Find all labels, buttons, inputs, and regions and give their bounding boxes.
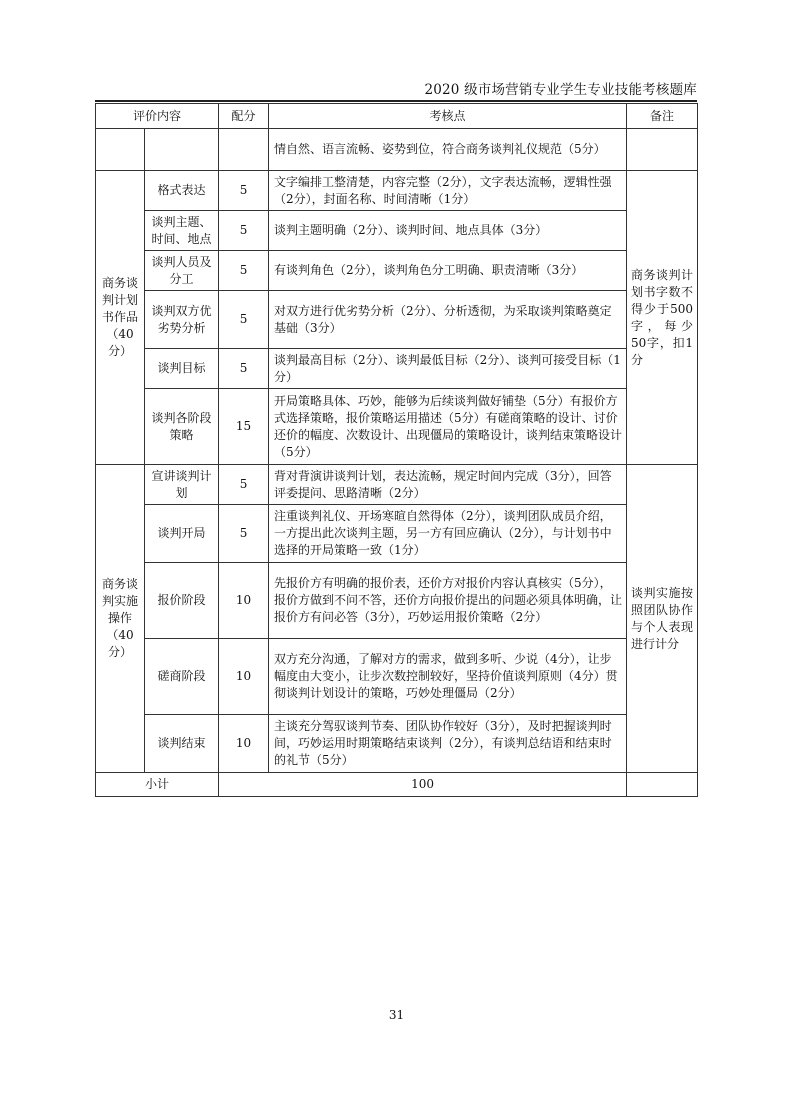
row-score: 5 [219,291,269,349]
row-item: 报价阶段 [145,563,219,639]
header-remarks: 备注 [627,104,698,129]
row-points: 谈判主题明确（2分）、谈判时间、地点具体（3分） [269,211,627,251]
table-row [96,251,698,291]
row-item: 格式表达 [145,171,219,211]
assessment-table [95,103,698,797]
row-points: 文字编排工整清楚，内容完整（2分），文字表达流畅，逻辑性强（2分），封面名称、时间清晰（1分） [269,171,627,211]
header-score: 配分 [219,104,269,129]
row-score: 5 [219,171,269,211]
row-score: 10 [219,639,269,715]
row-score: 5 [219,211,269,251]
row-points: 有谈判角色（2分），谈判角色分工明确、职责清晰（3分） [269,251,627,291]
row-item: 谈判开局 [145,505,219,563]
row-points: 开局策略具体、巧妙，能够为后续谈判做好铺垫（5分）有报价方式选择策略，报价策略运用描述（5分）有磋商策略的设计、讨价还价的幅度、次数设计、出现僵局的策略设计，谈判结束策略设计（5分） [269,389,627,465]
row-score: 10 [219,563,269,639]
row-points: 背对背演讲谈判计划，表达流畅，规定时间内完成（3分），回答评委提问、思路清晰（2分） [269,465,627,505]
row-item: 谈判双方优劣势分析 [145,291,219,349]
table-row-continued [96,129,698,171]
cell-empty [219,129,269,171]
row-item: 宣讲谈判计划 [145,465,219,505]
group-category: 商务谈判实施操作（40分） [96,465,145,773]
row-points: 谈判最高目标（2分）、谈判最低目标（2分）、谈判可接受目标（1分） [269,349,627,389]
row-score: 5 [219,465,269,505]
group-remark: 商务谈判计划书字数不得少于500字，每少50字，扣1分 [627,171,698,465]
row-points: 主谈充分驾驭谈判节奏、团队协作较好（3分），及时把握谈判时间，巧妙运用时期策略结束谈判（2分），有谈判总结语和结束时的礼节（5分） [269,715,627,773]
row-item: 谈判目标 [145,349,219,389]
table-row [96,563,698,639]
cell-empty [145,129,219,171]
header-points: 考核点 [269,104,627,129]
header-content: 评价内容 [96,104,219,129]
row-points: 对双方进行优劣势分析（2分）、分析透彻，为采取谈判策略奠定基础（3分） [269,291,627,349]
row-points: 先报价方有明确的报价表，还价方对报价内容认真核实（5分），报价方做到不问不答，还价方向报价提出的问题必须具体明确，让报价方有问必答（3分），巧妙运用报价策略（2分） [269,563,627,639]
cell-empty [627,773,698,797]
subtotal-row [96,773,698,797]
table-row [96,715,698,773]
row-item: 谈判各阶段策略 [145,389,219,465]
table-row [96,291,698,349]
row-points: 情自然、语言流畅、姿势到位，符合商务谈判礼仪规范（5分） [269,129,627,171]
row-points: 注重谈判礼仪、开场寒暄自然得体（2分），谈判团队成员介绍，一方提出此次谈判主题，另一方有回应确认（2分），与计划书中选择的开局策略一致（1分） [269,505,627,563]
subtotal-value: 100 [219,773,627,797]
row-score: 5 [219,251,269,291]
table-row [96,211,698,251]
table-row [96,465,698,505]
table-row [96,639,698,715]
row-item: 谈判结束 [145,715,219,773]
row-score: 5 [219,349,269,389]
row-score: 15 [219,389,269,465]
cell-empty [96,129,145,171]
page-header-title: 2020 级市场营销专业学生专业技能考核题库 [424,82,697,98]
table-header-row [96,104,698,129]
table-row [96,505,698,563]
row-item: 磋商阶段 [145,639,219,715]
row-points: 双方充分沟通，了解对方的需求，做到多听、少说（4分），让步幅度由大变小，让步次数控制较好，坚持价值谈判原则（4分）贯彻谈判计划设计的策略，巧妙处理僵局（2分） [269,639,627,715]
group-category: 商务谈判计划书作品（40分） [96,171,145,465]
row-score: 5 [219,505,269,563]
table-row [96,171,698,211]
page-number: 31 [388,1008,405,1022]
row-score: 10 [219,715,269,773]
group-remark: 谈判实施按照团队协作与个人表现进行计分 [627,465,698,773]
row-item: 谈判主题、时间、地点 [145,211,219,251]
table-row [96,349,698,389]
cell-empty [627,129,698,171]
table-row [96,389,698,465]
subtotal-label: 小计 [96,773,219,797]
header-rule [95,100,697,102]
row-item: 谈判人员及分工 [145,251,219,291]
